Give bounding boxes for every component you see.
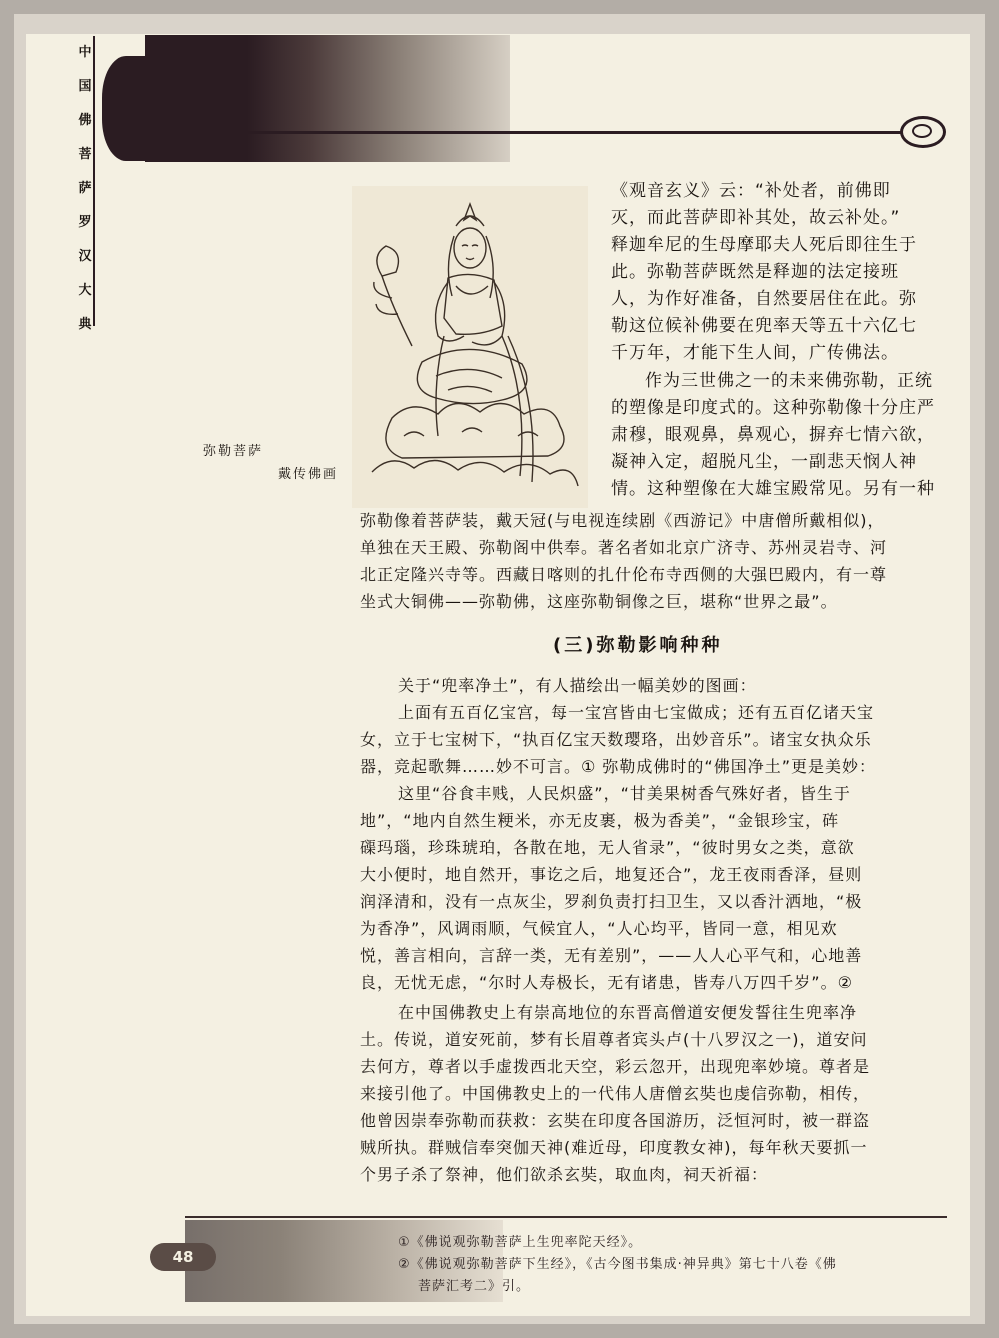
section-line: 磲玛瑙，珍珠琥珀，各散在地，无人省录”，“彼时男女之类，意欲	[360, 838, 855, 857]
section-line: 为香净”，风调雨顺，气候宜人，“人心均平，皆同一意，相见欢	[360, 919, 838, 938]
title-char: 菩	[78, 147, 92, 162]
section-line: 他曾因崇奉弥勒而获救：玄奘在印度各国游历，泛恒河时，被一群盗	[360, 1111, 871, 1130]
section-line: 女，立于七宝树下，“执百亿宝天数璎珞，出妙音乐”。诸宝女执众乐	[360, 730, 872, 749]
section-line: 在中国佛教史上有崇高地位的东晋高僧道安便发誓往生兜率净	[398, 1003, 858, 1022]
title-char: 中	[78, 45, 92, 60]
body-line: 凝神入定，超脱凡尘，一副悲天悯人神	[611, 452, 917, 472]
maitreya-illustration	[352, 186, 588, 508]
section-heading: (三)弥勒影响种种	[553, 635, 723, 656]
body-line: 的塑像是印度式的。这种弥勒像十分庄严	[611, 398, 935, 418]
section-line: 器，竞起歌舞……妙不可言。① 弥勒成佛时的“佛国净土”更是美妙：	[360, 757, 877, 776]
body-line: 灭，而此菩萨即补其处，故云补处。”	[611, 208, 901, 228]
title-char: 罗	[78, 215, 92, 230]
title-char: 萨	[78, 181, 92, 196]
body-line: 此。弥勒菩萨既然是释迦的法定接班	[611, 262, 899, 282]
section-line: 良，无忧无虑，“尔时人寿极长，无有诸患，皆寿八万四千岁”。②	[360, 973, 853, 992]
section-line: 悦，善言相向，言辞一类，无有差别”，——人人心平气和，心地善	[360, 946, 863, 965]
header-band	[145, 35, 510, 162]
title-char: 佛	[78, 113, 92, 128]
body-line: 坐式大铜佛——弥勒佛，这座弥勒铜像之巨，堪称“世界之最”。	[360, 592, 838, 611]
body-line: 勒这位候补佛要在兜率天等五十六亿七	[611, 316, 917, 336]
section-line: 来接引他了。中国佛教史上的一代伟人唐僧玄奘也虔信弥勒，相传，	[360, 1084, 871, 1103]
cloud-ornament-icon	[900, 116, 946, 148]
section-line: 关于“兜率净土”，有人描绘出一幅美妙的图画：	[398, 676, 757, 695]
section-line: 上面有五百亿宝宫，每一宝宫皆由七宝做成；还有五百亿诸天宝	[398, 703, 875, 722]
body-line: 单独在天王殿、弥勒阁中供奉。著名者如北京广济寺、苏州灵岩寺、河	[360, 538, 888, 557]
title-char: 国	[78, 79, 92, 94]
body-line: 人，为作好准备，自然要居住在此。弥	[611, 289, 917, 309]
bodhisattva-drawing-icon	[352, 186, 588, 508]
section-line: 土。传说，道安死前，梦有长眉尊者宾头卢(十八罗汉之一)，道安问	[360, 1030, 868, 1049]
body-line: 千万年，才能下生人间，广传佛法。	[611, 343, 899, 363]
body-line: 肃穆，眼观鼻，鼻观心，摒弃七情六欲，	[611, 425, 935, 445]
section-line: 润泽清和，没有一点灰尘，罗刹负责打扫卫生，又以香汁洒地，“极	[360, 892, 863, 911]
title-char: 大	[78, 283, 92, 298]
title-char: 汉	[78, 249, 92, 264]
figure-caption-credit: 戴传佛画	[278, 467, 339, 482]
body-line: 释迦牟尼的生母摩耶夫人死后即往生于	[611, 235, 917, 255]
section-line: 大小便时，地自然开，事讫之后，地复还合”，龙王夜雨香泽，昼则	[360, 865, 863, 884]
vertical-rule	[93, 36, 95, 326]
section-line: 贼所执。群贼信奉突伽天神(难近母，印度教女神)，每年秋天要抓一	[360, 1138, 868, 1157]
running-head-vertical-title	[76, 36, 94, 342]
section-line: 地”，“地内自然生粳米，亦无皮裹，极为香美”，“金银珍宝，砗	[360, 811, 840, 830]
body-line: 作为三世佛之一的未来佛弥勒，正统	[645, 371, 933, 391]
body-line: 北正定隆兴寺等。西藏日喀则的扎什伦布寺西侧的大强巴殿内，有一尊	[360, 565, 888, 584]
header-rule	[145, 131, 905, 134]
section-line: 去何方，尊者以手虚拨西北天空，彩云忽开，出现兜率妙境。尊者是	[360, 1057, 871, 1076]
body-line: 情。这种塑像在大雄宝殿常见。另有一种	[611, 479, 935, 499]
body-line: 《观音玄义》云：“补处者，前佛即	[611, 181, 891, 201]
body-line: 弥勒像着菩萨装，戴天冠(与电视连续剧《西游记》中唐僧所戴相似)，	[360, 511, 885, 530]
footnote: ②《佛说观弥勒菩萨下生经》，《古今图书集成·神异典》第七十八卷《佛	[398, 1257, 837, 1272]
figure-caption-title: 弥勒菩萨	[203, 444, 264, 459]
title-char: 典	[78, 317, 92, 332]
footnote: ①《佛说观弥勒菩萨上生兜率陀天经》。	[398, 1235, 643, 1250]
section-line: 个男子杀了祭神，他们欲杀玄奘，取血肉，祠天祈福：	[360, 1165, 769, 1184]
footer-rule	[185, 1216, 947, 1218]
section-line: 这里“谷食丰贱，人民炽盛”，“甘美果树香气殊好者，皆生于	[398, 784, 851, 803]
footnote: 菩萨汇考二》引。	[418, 1279, 531, 1294]
page-number: 48	[150, 1243, 216, 1271]
